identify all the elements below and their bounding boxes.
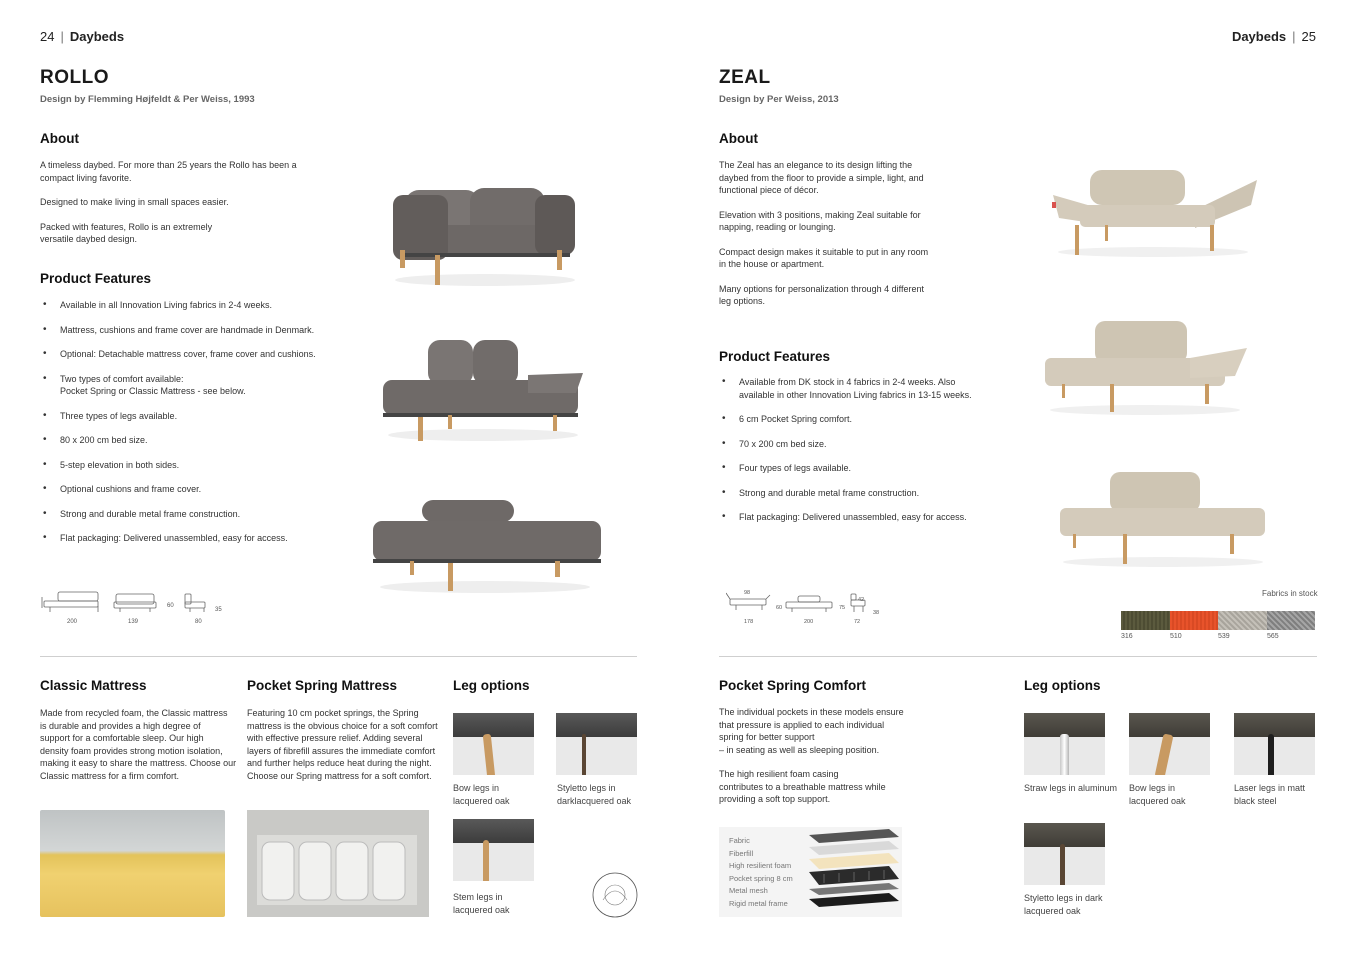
dim-seat: 80	[195, 619, 202, 625]
zeal-daybed-image	[1040, 318, 1250, 418]
fabric-code: 510	[1170, 633, 1182, 640]
designer-byline: Design by Per Weiss, 2013	[719, 94, 839, 105]
about-paragraph: Packed with features, Rollo is an extremely versatile daybed design.	[40, 221, 213, 244]
designer-byline: Design by Flemming Højfeldt & Per Weiss, 1993	[40, 94, 255, 105]
about-paragraph: A timeless daybed. For more than 25 years the Rollo has been a compact living favorite.	[40, 160, 297, 183]
leg-option-caption: Bow legs in lacquered oak	[453, 783, 510, 806]
about-paragraph: Elevation with 3 positions, making Zeal suitable for napping, reading or lounging.	[719, 209, 921, 232]
features-heading: Product Features	[40, 271, 152, 286]
feature-item: • Three types of legs available.	[40, 410, 360, 423]
feature-item: • Flat packaging: Delivered unassembled, easy for access.	[40, 532, 360, 545]
features-heading: Product Features	[719, 349, 831, 364]
feature-item: • Optional cushions and frame cover.	[40, 483, 360, 496]
fabric-swatch	[1170, 611, 1219, 630]
dim-seat-height: 35	[215, 607, 222, 613]
product-title-rollo: ROLLO	[40, 67, 109, 88]
dim-top: 98	[744, 590, 751, 596]
dim-width: 178	[744, 619, 754, 625]
dim-height: 60	[167, 603, 174, 609]
feature-item: • Four types of legs available.	[719, 462, 1019, 475]
pocket-spring-photo	[247, 810, 429, 917]
about-paragraph: Compact design makes it suitable to put in any room in the house or apartment.	[719, 246, 929, 269]
dim-depth: 139	[128, 619, 139, 625]
rollo-dimension-drawings	[40, 588, 230, 628]
page-number: 24	[40, 29, 55, 44]
legs-heading: Leg options	[453, 678, 530, 693]
feature-item: • Mattress, cushions and frame cover are handmade in Denmark.	[40, 324, 360, 337]
feature-item: • 6 cm Pocket Spring comfort.	[719, 413, 1019, 426]
dim-seat: 38	[873, 610, 880, 616]
about-heading: About	[719, 131, 758, 146]
fabric-swatch	[1218, 611, 1267, 630]
fabric-swatch	[1121, 611, 1170, 630]
section-name: Daybeds	[69, 29, 125, 44]
product-title-zeal: ZEAL	[719, 67, 771, 88]
feature-item: • Flat packaging: Delivered unassembled, easy for access.	[719, 511, 1019, 524]
leg-option-image	[1024, 713, 1105, 775]
feature-item: • Available from DK stock in 4 fabrics in 2-4 weeks. Also available in other Innovation Living fabrics in 13-15 weeks.	[719, 376, 1019, 401]
about-heading: About	[40, 131, 79, 146]
classic-heading: Classic Mattress	[40, 678, 147, 693]
layer-label: Metal mesh	[729, 886, 768, 895]
dim-width: 200	[67, 619, 78, 625]
layer-label: Pocket spring 8 cm	[729, 873, 793, 883]
dim-h2: 75	[839, 605, 846, 611]
fabric-swatches	[1121, 611, 1315, 630]
feature-item: • Two types of comfort available: Pocket Spring or Classic Mattress - see below.	[40, 373, 360, 398]
pocket-text: Featuring 10 cm pocket springs, the Spring mattress is the obvious choice for a soft comfort with effective pressure relief. Adding several layers of fibrefill assures the immediate comfort and further helps reduce heat during the night. Choose our Spring mattress for a soft comfort.	[247, 708, 438, 781]
leg-option-caption: Bow legs in lacquered oak	[1129, 783, 1186, 806]
about-paragraph: Many options for personalization through 4 different leg options.	[719, 283, 924, 306]
rollo-daybed-image	[378, 335, 588, 445]
rollo-sofa-image	[385, 150, 585, 290]
classic-text: Made from recycled foam, the Classic mattress is durable and provides a high degree of support for a comfortable sleep. Our high density foam provides strong motion isolation, making it easy to share the mattress. Choose our Classic mattress for a firm comfort.	[40, 708, 237, 781]
comfort-heading: Pocket Spring Comfort	[719, 678, 867, 693]
zeal-flat-image	[1055, 470, 1270, 570]
mattress-layers-diagram	[719, 827, 902, 917]
feature-item: • 80 x 200 cm bed size.	[40, 434, 360, 447]
rollo-bolster-image	[370, 497, 605, 597]
page-number: 25	[1301, 29, 1316, 44]
comfort-text-2: The high resilient foam casing contributes to a breathable mattress while providing a soft top support.	[719, 769, 886, 804]
feature-item: • Strong and durable metal frame construction.	[40, 508, 360, 521]
layer-labels	[729, 835, 793, 910]
layer-label: Rigid metal frame	[729, 898, 788, 908]
layer-label: Fiberfill	[729, 848, 754, 858]
feature-item: • Available in all Innovation Living fabrics in 2-4 weeks.	[40, 299, 360, 312]
feature-item: • 5-step elevation in both sides.	[40, 459, 360, 472]
pocket-heading: Pocket Spring Mattress	[247, 678, 398, 693]
zeal-dimension-drawings	[726, 588, 886, 628]
fabric-swatch	[1267, 611, 1316, 630]
dim-length: 200	[804, 619, 814, 625]
leg-option-image	[1234, 713, 1315, 775]
divider	[40, 656, 637, 657]
feature-item: • Strong and durable metal frame construction.	[719, 487, 1019, 500]
dim-depth: 72	[854, 619, 861, 625]
left-page-number: 24 | Daybeds	[40, 29, 125, 44]
fabrics-label: Fabrics in stock	[1262, 589, 1318, 598]
leg-option-image	[453, 819, 534, 881]
features-list	[40, 299, 360, 545]
divider	[719, 656, 1317, 657]
about-text	[719, 159, 1009, 320]
leg-option-image	[1024, 823, 1105, 885]
feature-item: • Optional: Detachable mattress cover, frame cover and cushions.	[40, 348, 360, 361]
dim-top2: 42	[858, 597, 865, 603]
leg-option-image	[1129, 713, 1210, 775]
section-name: Daybeds	[1231, 29, 1287, 44]
dim-h1: 60	[776, 605, 783, 611]
fabric-code: 316	[1121, 633, 1133, 640]
leg-option-caption: Straw legs in aluminum	[1024, 783, 1118, 793]
leg-option-image	[453, 713, 534, 775]
leg-option-caption: Styletto legs in dark lacquered oak	[1024, 893, 1103, 916]
layer-label: High resilient foam	[729, 861, 792, 870]
layer-label: Fabric	[729, 836, 750, 845]
right-page-number: Daybeds | 25	[1231, 29, 1316, 44]
fabric-code: 539	[1218, 633, 1230, 640]
zeal-sofa-image	[1045, 160, 1260, 260]
about-text	[40, 159, 330, 258]
feature-item: • 70 x 200 cm bed size.	[719, 438, 1019, 451]
washable-covers-stamp	[590, 870, 640, 920]
features-list	[719, 376, 1019, 524]
mattress-layers-illustration	[804, 827, 902, 917]
leg-option-caption: Styletto legs in darklacquered oak	[557, 783, 632, 806]
leg-option-caption: Stem legs in lacquered oak	[453, 892, 510, 915]
legs-heading: Leg options	[1024, 678, 1101, 693]
classic-mattress-photo	[40, 810, 225, 917]
leg-option-image	[556, 713, 637, 775]
comfort-text-1: The individual pockets in these models ensure that pressure is applied to each individual spring for better support – in seating as well as sleeping position.	[719, 707, 904, 755]
leg-option-caption: Laser legs in matt black steel	[1234, 783, 1306, 806]
fabric-code: 565	[1267, 633, 1279, 640]
about-paragraph: Designed to make living in small spaces easier.	[40, 197, 229, 207]
about-paragraph: The Zeal has an elegance to its design lifting the daybed from the floor to provide a simple, light, and functional piece of décor.	[719, 160, 924, 195]
